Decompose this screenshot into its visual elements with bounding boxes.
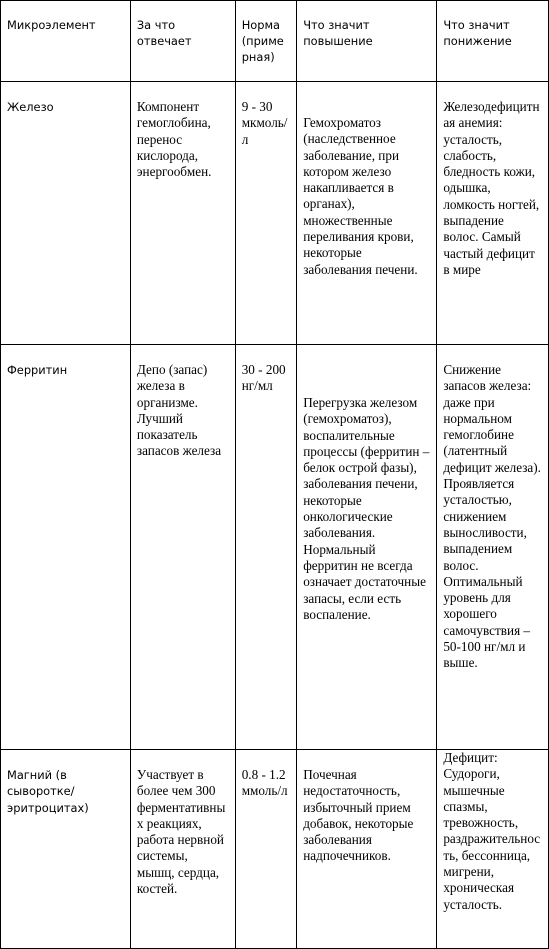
table-row bbox=[1, 345, 549, 750]
element-cell: Ферритин bbox=[1, 345, 131, 750]
table-row bbox=[1, 750, 549, 949]
role-cell: Депо (запас) железа в организме. Лучший показатель запасов железа bbox=[130, 345, 235, 750]
table-header-row bbox=[1, 1, 549, 82]
norm-cell: 0.8 - 1.2 ммоль/л bbox=[235, 750, 297, 949]
header-cell: Микроэлемент bbox=[1, 1, 131, 82]
decrease-cell: Дефицит: Судороги, мышечные спазмы, тревожность, раздражительность, бессонница, мигрени, хроническая усталость. bbox=[437, 750, 549, 949]
header-cell: Норма (примерная) bbox=[235, 1, 297, 82]
increase-cell: Гемохроматоз (наследственное заболевание, при котором железо накапливается в органах), множественные переливания крови, некоторые заболевания печени. bbox=[297, 82, 437, 345]
header-cell: Что значит повышение bbox=[297, 1, 437, 82]
header-cell: За что отвечает bbox=[130, 1, 235, 82]
increase-cell: Почечная недостаточность, избыточный прием добавок, некоторые заболевания надпочечников. bbox=[297, 750, 437, 949]
role-cell: Участвует в более чем 300 ферментативных реакциях, работа нервной системы, мышц, сердца, костей. bbox=[130, 750, 235, 949]
increase-cell: Перегрузка железом (гемохроматоз), воспалительные процессы (ферритин – белок острой фазы), заболевания печени, некоторые онкологические заболевания. Нормальный ферритин не всегда означает достаточные запасы, если есть воспаление. bbox=[297, 345, 437, 750]
norm-cell: 30 - 200 нг/мл bbox=[235, 345, 297, 750]
decrease-cell: Железодефицитная анемия: усталость, слабость, бледность кожи, одышка, ломкость ногтей, выпадение волос. Самый частый дефицит в мире bbox=[437, 82, 549, 345]
header-cell: Что значит понижение bbox=[437, 1, 549, 82]
table-row bbox=[1, 82, 549, 345]
norm-cell: 9 - 30 мкмоль/л bbox=[235, 82, 297, 345]
element-cell: Железо bbox=[1, 82, 131, 345]
decrease-cell: Снижение запасов железа: даже при нормальном гемоглобине (латентный дефицит железа). Проявляется усталостью, снижением выносливости, выпадением волос. Оптимальный уровень для хорошего самочувствия – 50-100 нг/мл и выше. bbox=[437, 345, 549, 750]
element-cell: Магний (в сыворотке/эритроцитах) bbox=[1, 750, 131, 949]
role-cell: Компонент гемоглобина, перенос кислорода, энергообмен. bbox=[130, 82, 235, 345]
